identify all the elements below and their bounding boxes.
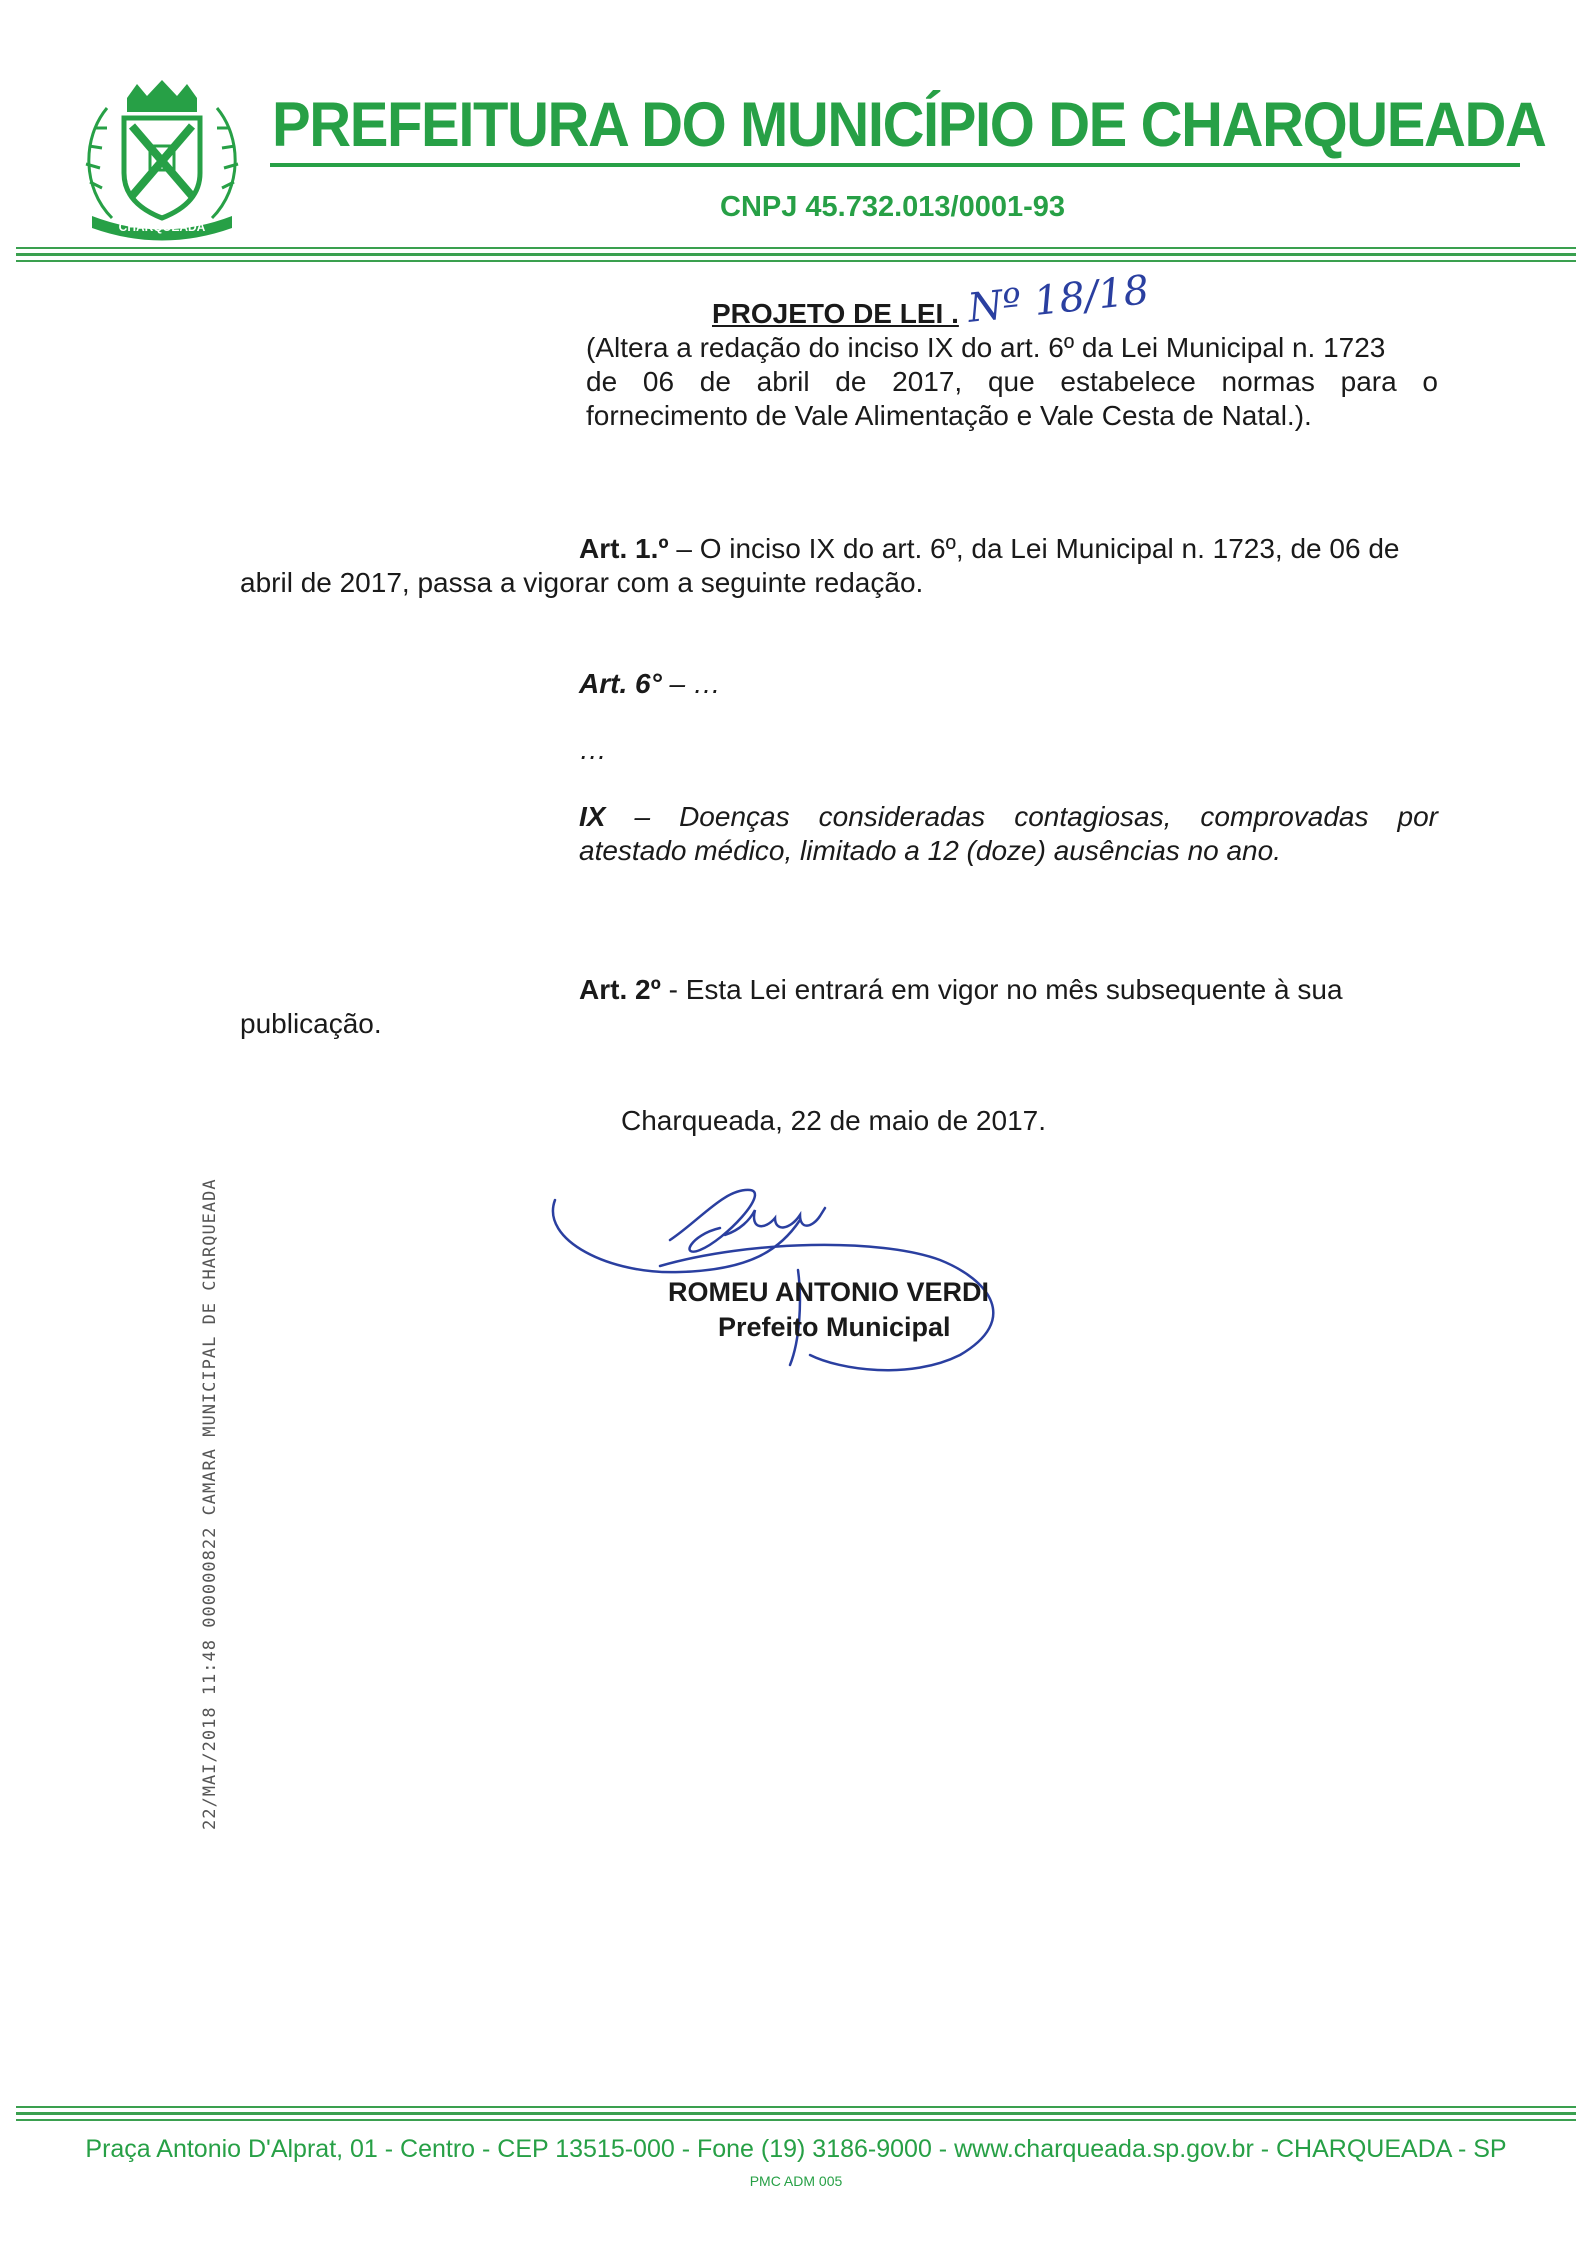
article-2-line-1: [579, 973, 1438, 1007]
organization-title: PREFEITURA DO MUNICÍPIO DE CHARQUEADA: [272, 90, 1546, 160]
article-2-label: Art. 2º: [579, 974, 661, 1005]
quoted-article-6-rest: – …: [661, 668, 721, 699]
quoted-article-6-label: Art. 6°: [579, 668, 662, 699]
quoted-article-6: [579, 667, 721, 701]
article-1-label: Art. 1.º: [579, 533, 669, 564]
article-1-line-2: abril de 2017, passa a vigorar com a seguinte redação.: [240, 567, 924, 598]
signer-name: ROMEU ANTONIO VERDI: [668, 1277, 990, 1307]
header-divider: [16, 247, 1576, 266]
ementa-line-1: (Altera a redação do inciso IX do art. 6º da Lei Municipal n. 1723: [586, 332, 1386, 363]
bill-title: PROJETO DE LEI .: [712, 298, 959, 329]
signer-role: Prefeito Municipal: [718, 1312, 951, 1342]
article-1-line-1: [579, 532, 1438, 566]
inciso-ix-text: – Doenças consideradas contagiosas, comprovadas por: [605, 801, 1438, 832]
handwritten-bill-number: Nº 18/18: [965, 267, 1152, 332]
municipal-crest-logo: [72, 68, 252, 248]
inciso-ix-line-1: [579, 800, 1438, 834]
ementa-line-2: de 06 de abril de 2017, que estabelece normas para o: [586, 366, 1438, 397]
article-2-line-2: publicação.: [240, 1008, 382, 1039]
quoted-ellipsis: …: [579, 734, 607, 765]
footer-address: Praça Antonio D'Alprat, 01 - Centro - CEP 13515-000 - Fone (19) 3186-9000 - www.charqueada.sp.gov.br - CHARQUEADA - SP: [85, 2135, 1507, 2163]
ementa-line-3: fornecimento de Vale Alimentação e Vale Cesta de Natal.).: [586, 400, 1312, 431]
cnpj-number: CNPJ 45.732.013/0001-93: [720, 191, 1066, 223]
article-2-text: - Esta Lei entrará em vigor no mês subsequente à sua: [660, 974, 1343, 1005]
footer-divider: [16, 2106, 1576, 2125]
crest-label: CHARQUEADA: [118, 220, 206, 234]
inciso-ix-line-2: atestado médico, limitado a 12 (doze) ausências no ano.: [579, 835, 1281, 866]
inciso-ix-label: IX: [579, 801, 606, 832]
footer-form-code: PMC ADM 005: [749, 2173, 843, 2189]
city-and-date: Charqueada, 22 de maio de 2017.: [621, 1105, 1046, 1136]
article-1-text: – O inciso IX do art. 6º, da Lei Municipal n. 1723, de 06 de: [668, 533, 1400, 564]
title-underline: [270, 163, 1520, 167]
protocol-stamp: 22/MAI/2018 11:48 000000822 CAMARA MUNICIPAL DE CHARQUEADA: [200, 1178, 220, 1830]
